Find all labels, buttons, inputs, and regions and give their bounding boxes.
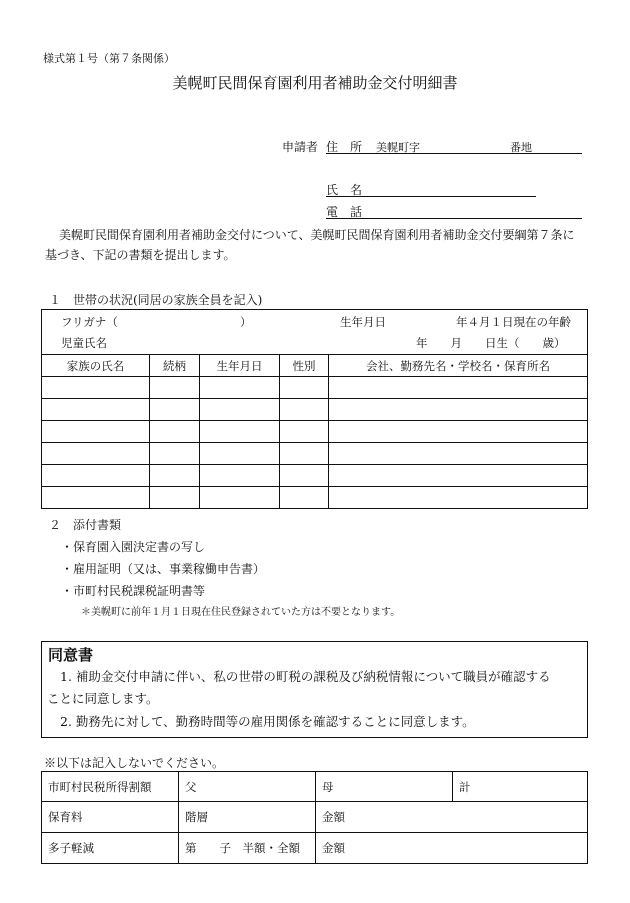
- name-label: 氏 名: [326, 183, 363, 197]
- page-title: 美幌町民間保育園利用者補助金交付明細書: [172, 74, 458, 92]
- col-birthdate: 生年月日: [200, 355, 280, 377]
- col-relation: 続柄: [150, 355, 200, 377]
- furigana-label: フリガナ（: [61, 315, 118, 329]
- consent-box: [41, 641, 588, 738]
- office-multichild-cell: 第 子 半額・全額: [179, 833, 316, 864]
- office-fee-amount-cell: 金額: [316, 802, 588, 833]
- office-note: ※以下は記入しないでください。: [44, 756, 225, 770]
- child-name-label: 児童氏名: [61, 336, 107, 350]
- office-mother-cell: 母: [316, 772, 453, 802]
- office-father-cell: 父: [179, 772, 316, 802]
- office-fee-label: 保育料: [42, 802, 179, 833]
- office-multichild-label: 多子軽減: [42, 833, 179, 864]
- child-birthdate-template: 年 月 日生（ 歳）: [416, 336, 566, 350]
- applicant-label: 申請者: [282, 140, 319, 154]
- table-row[interactable]: [42, 487, 588, 509]
- furigana-close: ）: [240, 315, 252, 329]
- attachment-note: ＊美幌町に前年１月１日現在住民登録されていた方は不要となります。: [81, 607, 401, 618]
- address-suffix: 番地: [510, 141, 532, 154]
- phone-field[interactable]: [326, 203, 582, 219]
- section2-heading: ２ 添付書類: [49, 518, 122, 532]
- section1-heading: １ 世帯の状況(同居の家族全員を記入): [49, 293, 263, 307]
- office-tier-cell: 階層: [179, 802, 316, 833]
- col-workplace: 会社、勤務先名・学校名・保育所名: [329, 355, 588, 377]
- office-total-cell: 計: [453, 772, 588, 802]
- consent-title: 同意書: [48, 646, 94, 664]
- col-gender: 性別: [280, 355, 329, 377]
- col-family-name: 家族の氏名: [42, 355, 150, 377]
- birthdate-label: 生年月日: [340, 315, 386, 329]
- table-row[interactable]: [42, 443, 588, 465]
- office-table: [41, 771, 588, 864]
- form-number: 様式第１号（第７条関係）: [43, 52, 175, 65]
- office-income-tax-label: 市町村民税所得割額: [42, 772, 179, 802]
- office-multichild-amount-cell: 金額: [316, 833, 588, 864]
- attachment-item: ・雇用証明（又は、事業稼働申告書）: [61, 562, 266, 576]
- age-as-of-label: 年４月１日現在の年齢: [456, 315, 571, 329]
- intro-line-2: 基づき、下記の書類を提出します。: [45, 248, 236, 262]
- child-info-cell: [42, 310, 588, 355]
- consent-item1-line1: 1. 補助金交付申請に伴い、私の世帯の町税の課税及び納税情報について職員が確認する: [60, 669, 551, 684]
- table-row[interactable]: [42, 421, 588, 443]
- table-row[interactable]: [42, 399, 588, 421]
- consent-item1-line2: ことに同意します。: [47, 691, 159, 706]
- address-prefix: 美幌町字: [376, 141, 420, 154]
- table-row[interactable]: [42, 377, 588, 399]
- phone-label: 電 話: [326, 205, 363, 219]
- name-field[interactable]: [326, 181, 536, 197]
- attachment-item: ・保育園入園決定書の写し: [61, 540, 206, 554]
- household-table: [41, 309, 588, 509]
- intro-line-1: 美幌町民間保育園利用者補助金交付について、美幌町民間保育園利用者補助金交付要綱第７条に: [59, 228, 575, 242]
- consent-item2: 2. 勤務先に対して、勤務時間等の雇用関係を確認することに同意します。: [60, 714, 475, 729]
- table-row[interactable]: [42, 465, 588, 487]
- address-label: 住 所: [326, 140, 363, 154]
- attachment-item: ・市町村民税課税証明書等: [61, 584, 206, 598]
- address-field[interactable]: [326, 138, 582, 154]
